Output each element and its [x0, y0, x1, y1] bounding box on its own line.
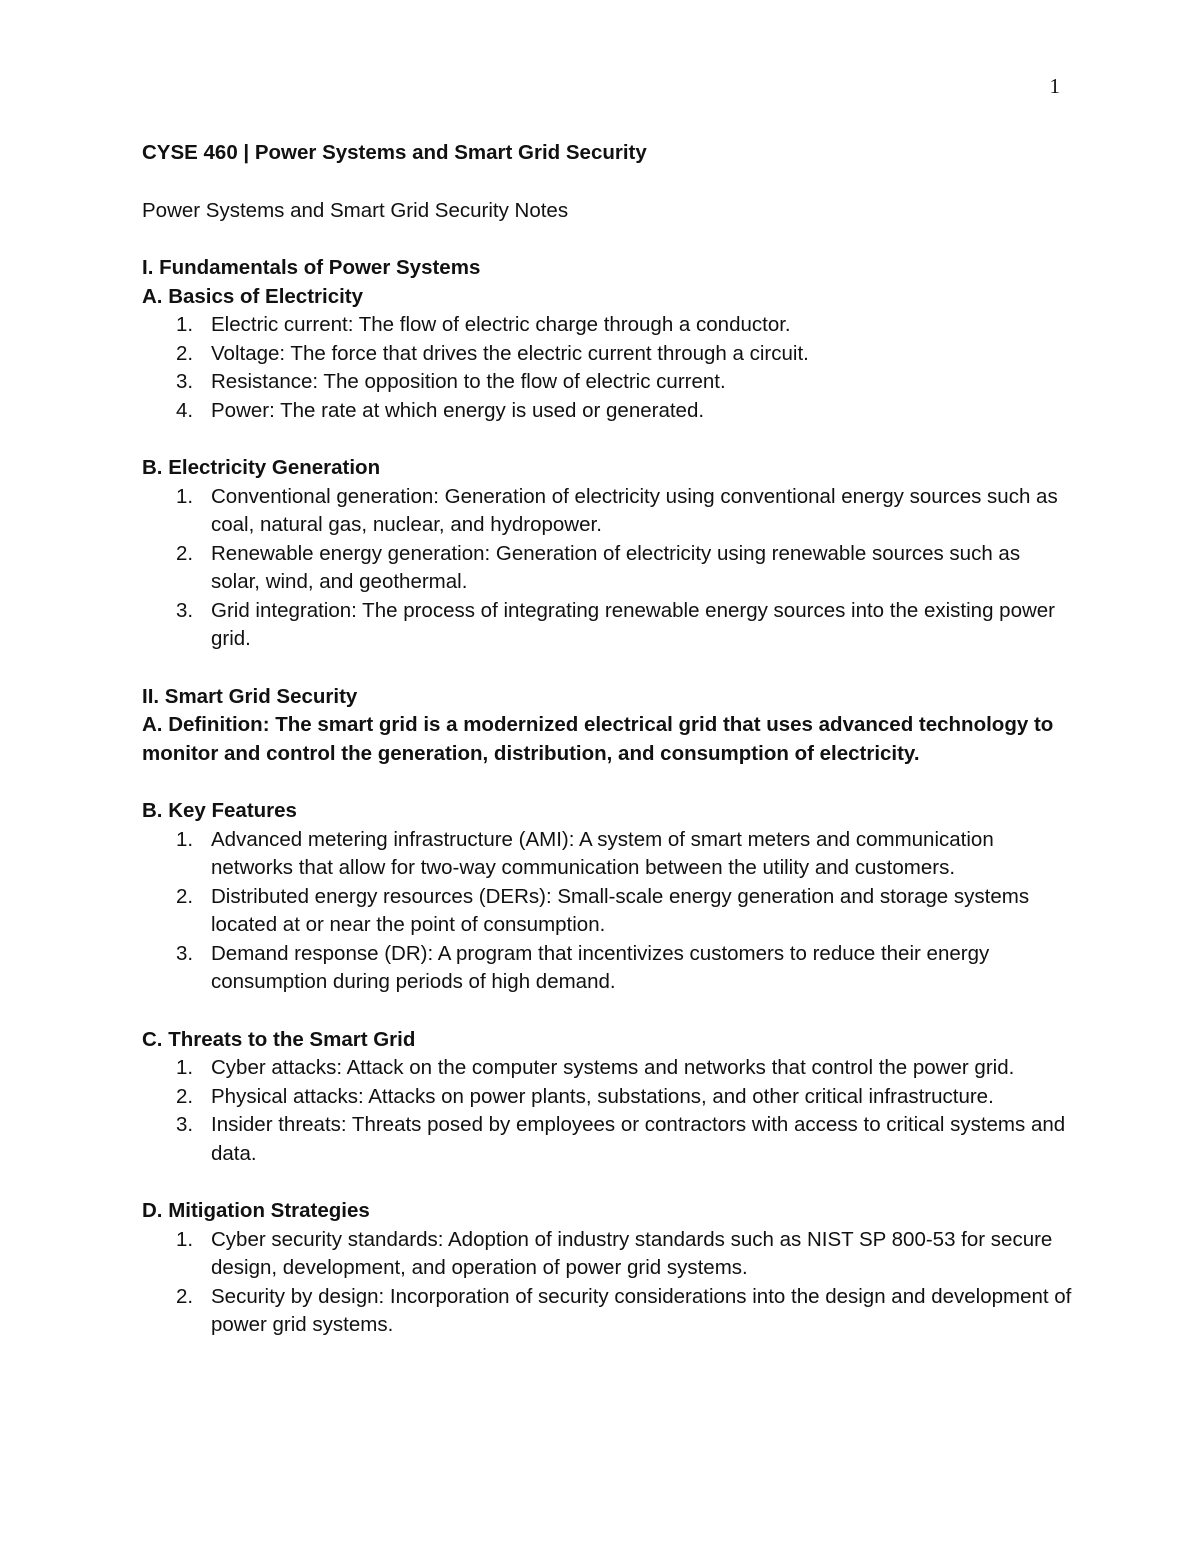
list-item-text: Advanced metering infrastructure (AMI): A system of smart meters and communication networks that allow for two-way communication between the utility and customers. [211, 827, 994, 879]
list-item [142, 340, 1072, 369]
list-item [142, 940, 1072, 997]
list-item [142, 397, 1072, 426]
list-item-text: Power: The rate at which energy is used or generated. [211, 398, 705, 422]
list-number: 3. [176, 941, 194, 965]
list-number: 3. [176, 1113, 194, 1136]
section-heading-fundamentals: I. Fundamentals of Power Systems [142, 256, 481, 279]
mitigation-list [142, 1226, 1072, 1340]
key-features-list [142, 826, 1072, 997]
generation-list [142, 483, 1072, 654]
list-number: 1. [176, 313, 194, 336]
list-item-text: Voltage: The force that drives the electric current through a circuit. [211, 341, 809, 365]
list-number: 1. [176, 1227, 194, 1251]
list-item-text: Resistance: The opposition to the flow of electric current. [211, 370, 726, 393]
list-item-text: Physical attacks: Attacks on power plants, substations, and other critical infrastructure. [211, 1084, 994, 1108]
list-item [142, 311, 1072, 340]
list-item-text: Electric current: The flow of electric charge through a conductor. [211, 313, 791, 336]
threats-list [142, 1054, 1072, 1168]
list-item-text: Distributed energy resources (DERs): Small-scale energy generation and storage systems located at or near the point of consumption. [211, 884, 1030, 936]
list-item [142, 1283, 1072, 1340]
list-number: 1. [176, 1056, 194, 1079]
list-number: 2. [176, 541, 194, 565]
document-body [142, 139, 1072, 1340]
list-number: 4. [176, 398, 194, 422]
list-number: 1. [176, 484, 194, 508]
list-item-text: Demand response (DR): A program that incentivizes customers to reduce their energy consumption during periods of high demand. [211, 941, 990, 993]
subsection-heading-basics: A. Basics of Electricity [142, 284, 364, 308]
list-number: 2. [176, 884, 194, 908]
section-heading-smart-grid-security: II. Smart Grid Security [142, 684, 358, 708]
list-number: 2. [176, 341, 194, 365]
subsection-heading-mitigation: D. Mitigation Strategies [142, 1199, 370, 1222]
list-number: 2. [176, 1084, 194, 1108]
list-number: 1. [176, 827, 194, 851]
list-item [142, 597, 1072, 654]
list-number: 3. [176, 598, 194, 622]
definition-paragraph: A. Definition: The smart grid is a modernized electrical grid that uses advanced technology to monitor and control the generation, distribution, and consumption of electricity. [142, 713, 1054, 765]
list-item-text: Insider threats: Threats posed by employees or contractors with access to critical systems and data. [211, 1113, 1066, 1165]
list-item-text: Cyber security standards: Adoption of industry standards such as NIST SP 800-53 for secure design, development, and operation of power grid systems. [211, 1227, 1053, 1279]
list-item [142, 883, 1072, 940]
page-number: 1 [1049, 74, 1060, 98]
list-item-text: Conventional generation: Generation of electricity using conventional energy sources such as coal, natural gas, nuclear, and hydropower. [211, 484, 1058, 536]
list-item [142, 1111, 1072, 1168]
list-number: 3. [176, 370, 194, 393]
list-item-text: Cyber attacks: Attack on the computer systems and networks that control the power grid. [211, 1056, 1015, 1079]
list-item-text: Security by design: Incorporation of security considerations into the design and development of power grid systems. [211, 1284, 1072, 1336]
list-item [142, 826, 1072, 883]
subsection-heading-generation: B. Electricity Generation [142, 456, 381, 479]
list-item [142, 483, 1072, 540]
list-item [142, 1226, 1072, 1283]
list-item [142, 1054, 1072, 1083]
subsection-heading-threats: C. Threats to the Smart Grid [142, 1027, 416, 1051]
document-subtitle: Power Systems and Smart Grid Security Notes [142, 198, 569, 222]
document-title: CYSE 460 | Power Systems and Smart Grid Security [142, 141, 647, 164]
list-item [142, 540, 1072, 597]
basics-list [142, 311, 1072, 425]
list-item [142, 1083, 1072, 1112]
list-number: 2. [176, 1284, 194, 1308]
list-item-text: Grid integration: The process of integrating renewable energy sources into the existing power grid. [211, 598, 1056, 650]
subsection-heading-key-features: B. Key Features [142, 799, 297, 822]
list-item-text: Renewable energy generation: Generation of electricity using renewable sources such as solar, wind, and geothermal. [211, 541, 1021, 593]
list-item [142, 368, 1072, 397]
